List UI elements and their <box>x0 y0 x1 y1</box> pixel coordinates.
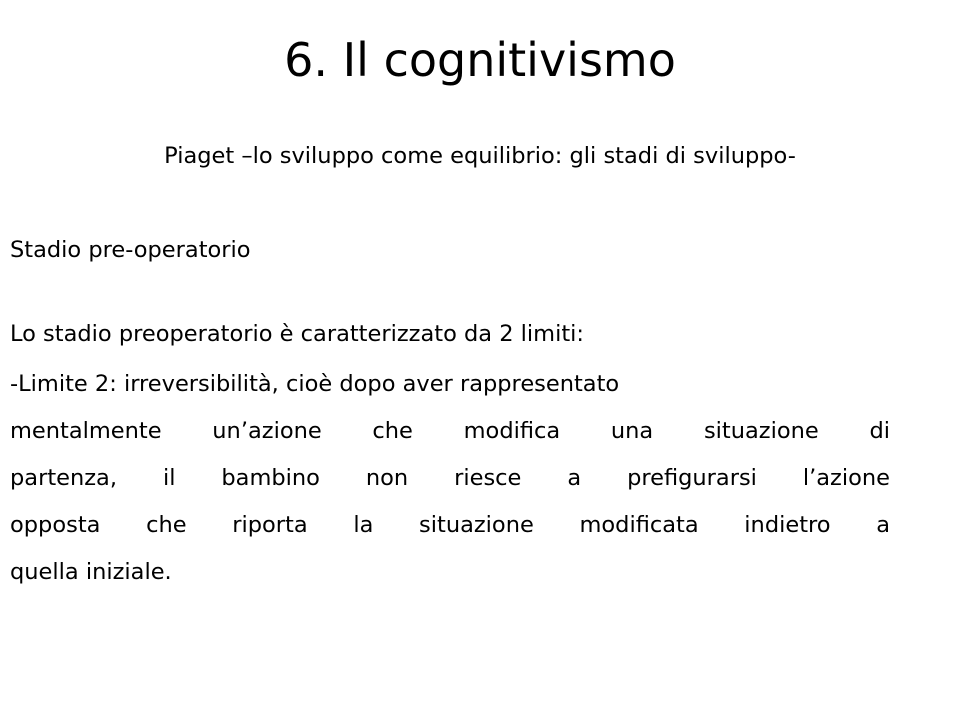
paragraph-line: opposta che riporta la situazione modificata indietro a <box>10 512 890 538</box>
slide-title: 6. Il cognitivismo <box>284 33 676 87</box>
slide-subtitle: Piaget –lo sviluppo come equilibrio: gli stadi di sviluppo- <box>164 143 796 169</box>
paragraph-line: quella iniziale. <box>10 559 172 585</box>
intro-line: Lo stadio preoperatorio è caratterizzato da 2 limiti: <box>10 321 585 347</box>
paragraph-line: -Limite 2: irreversibilità, cioè dopo aver rappresentato <box>10 371 620 397</box>
paragraph-line: mentalmente un’azione che modifica una situazione di <box>10 418 890 444</box>
paragraph-line: partenza, il bambino non riesce a prefigurarsi l’azione <box>10 465 890 491</box>
body-paragraph <box>10 361 890 596</box>
section-heading: Stadio pre-operatorio <box>10 237 251 263</box>
